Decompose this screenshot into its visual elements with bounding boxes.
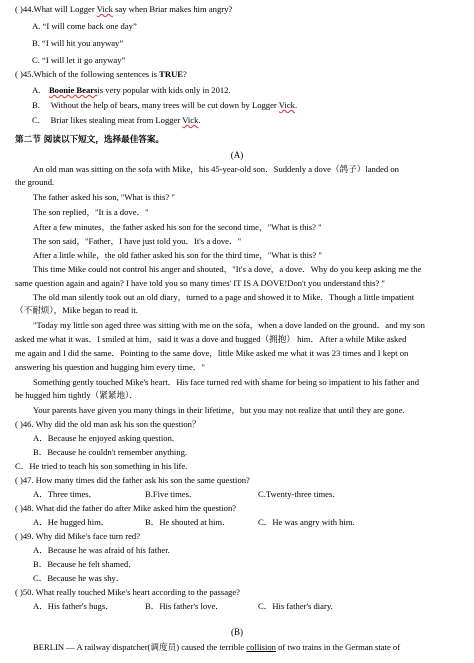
question-49-option-b: B．Because he felt shamed． [33, 559, 137, 569]
section-2-heading: 第二节 阅读以下短文，选择最佳答案。 [15, 135, 165, 145]
passage-a-line: The son replied，"It is a dove．" [33, 207, 149, 217]
question-48-option-b: B．He shouted at him． [145, 517, 231, 527]
question-49-stem: ( )49. Why did Mike's face turn red? [15, 531, 141, 541]
passage-a-line: "Today my little son aged three was sitting with me on the sofa，when a dove landed on the ground．and my son [33, 320, 425, 330]
passage-a-line: the ground. [15, 177, 55, 187]
question-50-option-c: C．His father's diary. [258, 601, 333, 611]
question-47-stem: ( )47. How many times did the father ask his son the same question? [15, 475, 250, 485]
passage-a-line: answering his question and hugging him every time．" [15, 362, 205, 372]
passage-a-line: This time Mike could not control his anger and shouted，"It's a dove，a dove．Why do you keep asking me the [33, 264, 422, 274]
passage-a-line: （不耐烦），Mike began to read it. [15, 305, 138, 315]
question-49-option-c: C．Because he was shy． [33, 573, 125, 583]
question-44-stem: ( )44.What will Logger Vick say when Briar makes him angry? [15, 4, 233, 14]
passage-a-line: asked me what it was．I smiled at him，said it was a dove and hugged（拥抱） him．After a while Mike asked [15, 334, 407, 344]
passage-a-line: The father asked his son, "What is this? " [33, 192, 175, 202]
question-44-option-a: A. “I will come back one day” [32, 21, 137, 31]
question-48-stem: ( )48. What did the father do after Mike asked him the question? [15, 503, 237, 513]
question-50-option-b: B．His father's love． [145, 601, 224, 611]
passage-a-line: An old man was sitting on the sofa with Mike，his 45-year-old son．Suddenly a dove（鸽子）landed on [33, 164, 399, 174]
passage-a-line: After a few minutes，the father asked his son for the second time，"What is this? " [33, 222, 322, 232]
question-49-option-a: A．Because he was afraid of his father. [33, 545, 170, 555]
passage-a-line: same question again and again? I have told you so many times' IT IS A DOVE!Don't you understand this? " [15, 278, 385, 288]
question-44-option-b: B. “I will hit you anyway” [32, 38, 124, 48]
question-47-option-b: B.Five times． [145, 489, 198, 499]
question-46-option-c: C．He tried to teach his son something in his life. [15, 461, 188, 471]
passage-a-line: me again and I did the same．Pointing to the same dove，little Mike asked me what it was 23 times and I kept on [15, 348, 409, 358]
question-45-option-b: B. Without the help of bears, many trees will be cut down by Logger Vick. [32, 100, 298, 110]
question-45-option-a: A. Boonie Bearsis very popular with kids only in 2012. [32, 85, 231, 95]
passage-a-line: After a little while，the old father asked his son for the third time，"What is this? " [33, 250, 322, 260]
passage-a-line: Something gently touched Mike's heart．His face turned red with shame for being so impatient to his father and [33, 377, 420, 387]
question-50-stem: ( )50. What really touched Mike's heart according to the passage? [15, 587, 240, 597]
passage-a-line: The old man silently took out an old diary，turned to a page and showed it to Mike．Though a little impatient [33, 292, 415, 302]
passage-a-line: The son said，"Father，I have just told you．It's a dove．" [33, 236, 242, 246]
question-47-option-c: C.Twenty-three times． [258, 489, 341, 499]
passage-a-line: he hugged him tightly（紧紧地）． [15, 390, 138, 400]
question-46-stem: ( )46. Why did the old man ask his son the question？ [15, 419, 201, 429]
passage-a-label: (A) [230, 150, 244, 160]
question-45-option-c: C. Briar likes stealing meat from Logger Vick. [32, 115, 201, 125]
question-48-option-a: A．He hugged him． [33, 517, 110, 527]
passage-b-label: (B) [231, 627, 243, 637]
passage-b-first-line: BERLIN — A railway dispatcher(调度员) caused the terrible collision of two trains in the German state of [33, 642, 401, 652]
passage-a-line: Your parents have given you many things in their lifetime，but you may not realize that until they are gone. [33, 405, 405, 415]
question-50-option-a: A．His father's hugs． [33, 601, 114, 611]
question-44-option-c: C. “I will let it go anyway” [32, 55, 126, 65]
question-46-option-b: B．Because he couldn't remember anything. [33, 447, 188, 457]
question-48-option-c: C．He was angry with him. [258, 517, 355, 527]
question-46-option-a: A．Because he enjoyed asking question. [33, 433, 175, 443]
question-47-option-a: A．Three times． [33, 489, 98, 499]
question-45-stem: ( )45.Which of the following sentences is TRUE? [15, 69, 187, 79]
